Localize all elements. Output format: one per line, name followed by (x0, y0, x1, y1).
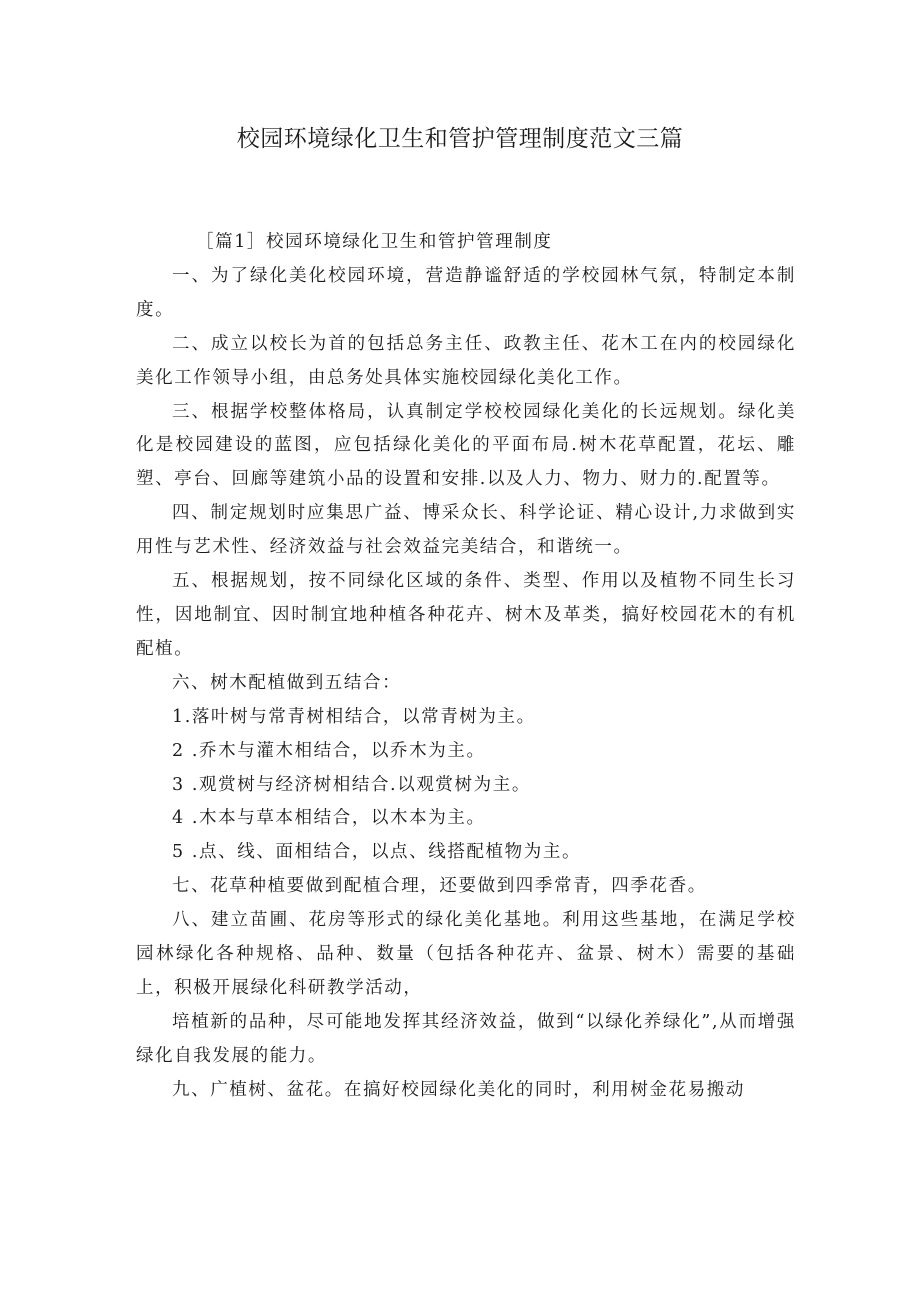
list-item: 3 .观赏树与经济树相结合.以观赏树为主。 (172, 774, 531, 795)
paragraph: 二、成立以校长为首的包括总务主任、政教主任、花木工在内的校园绿化美化工作领导小组，由总务处具体实施校园绿化美化工作。 (136, 333, 796, 388)
document-title: 校园环境绿化卫生和管护管理制度范文三篇 (236, 126, 684, 152)
document-body (136, 226, 796, 1108)
paragraph: 一、为了绿化美化校园环境，营造静谧舒适的学校园林气氛，特制定本制度。 (136, 265, 796, 320)
section-heading: ［篇1］校园环境绿化卫生和管护管理制度 (196, 232, 553, 252)
list-item: 4 .木本与草本相结合，以木本为主。 (172, 808, 486, 829)
paragraph: 三、根据学校整体格局，认真制定学校校园绿化美化的长远规划。绿化美化是校园建设的蓝图，应包括绿化美化的平面布局.树木花草配置，花坛、雕塑、亭台、回廊等建筑小品的设置和安排.以及人力、物力、财力的.配置等。 (136, 401, 796, 490)
paragraph: 七、花草种植要做到配植合理，还要做到四季常青，四季花香。 (172, 876, 707, 897)
paragraph: 八、建立苗圃、花房等形式的绿化美化基地。利用这些基地，在满足学校园林绿化各种规格、品种、数量（包括各种花卉、盆景、树木）需要的基础上，积极开展绿化科研教学活动， (136, 910, 796, 998)
paragraph: 四、制定规划时应集思广益、博采众长、科学论证、精心设计,力求做到实用性与艺术性、经济效益与社会效益完美结合，和谐统一。 (136, 503, 796, 558)
paragraph: 九、广植树、盆花。在搞好校园绿化美化的同时，利用树金花易搬动 (172, 1079, 745, 1100)
paragraph: 六、树木配植做到五结合： (172, 672, 402, 693)
list-item: 5 .点、线、面相结合，以点、线搭配植物为主。 (172, 842, 582, 863)
paragraph: 培植新的品种，尽可能地发挥其经济效益，做到“以绿化养绿化”,从而增强绿化自我发展的能力。 (136, 1011, 796, 1066)
paragraph: 五、根据规划，按不同绿化区域的条件、类型、作用以及植物不同生长习性，因地制宜、因时制宜地种植各种花卉、树木及革类，搞好校园花木的有机配植。 (136, 571, 796, 659)
list-item: 2 .乔木与灌木相结合，以乔木为主。 (172, 740, 486, 761)
list-item: 1.落叶树与常青树相结合，以常青树为主。 (172, 706, 536, 727)
